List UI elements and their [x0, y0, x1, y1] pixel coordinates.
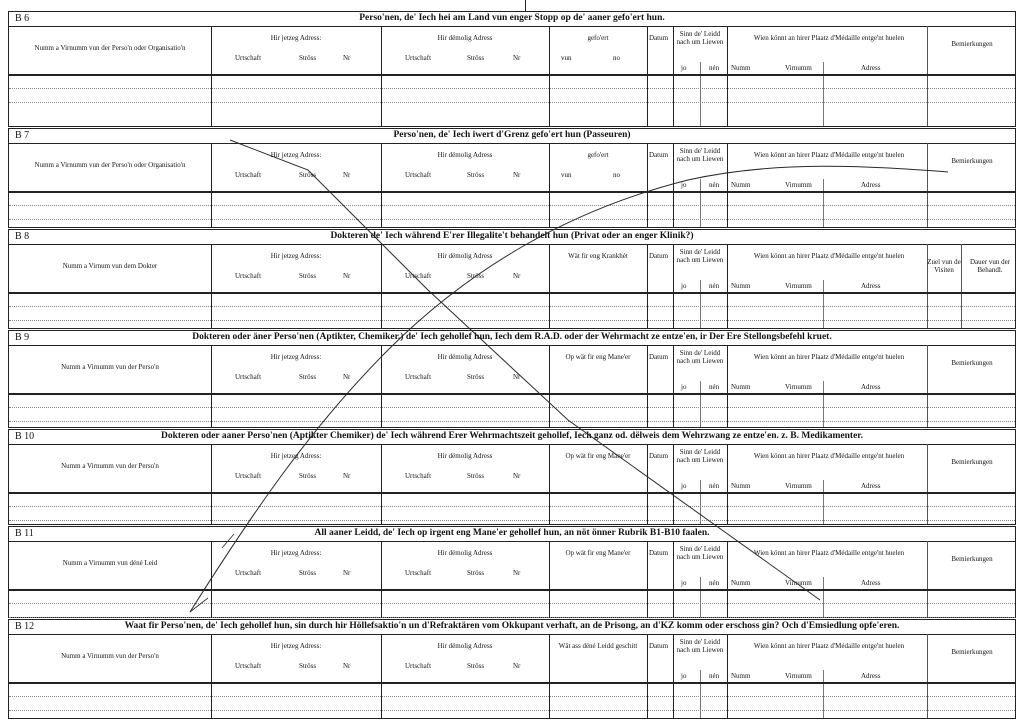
past-address-header: Hir dëmolig Adress [437, 642, 493, 650]
remark-header: Bemierkungen [951, 40, 993, 48]
to-label: no [613, 171, 620, 179]
stross-label: Ströss [299, 569, 317, 577]
datum-header: Datum [649, 34, 669, 42]
section-title: Dokteren oder äner Perso'nen (Aptikter, Chemiker,) de' Iech gehollef hun, Iech dem R.A.D. oder der Wehrmacht ze entze'en, ir Der Ere Stellongsbefehl kruet. [192, 332, 832, 342]
section-code: B 7 [15, 130, 30, 141]
ortschaft-label: Urtschaft [235, 472, 262, 480]
section-table [9, 444, 1015, 524]
stross-label: Ströss [299, 662, 317, 670]
nr-label: Nr [343, 54, 351, 62]
ortschaft-label: Urtschaft [235, 272, 262, 280]
nr-label: Nr [513, 662, 521, 670]
no-label: nén [709, 383, 720, 391]
section-b8 [8, 229, 1016, 329]
numm-label: Numm [731, 482, 751, 490]
virnumm-label: Virnumm [785, 64, 812, 72]
yes-label: jo [681, 579, 687, 587]
remark-header: Bemierkungen [951, 359, 993, 367]
adress-label: Adress [861, 482, 881, 490]
numm-label: Numm [731, 579, 751, 587]
remark-header: Bemierkungen [951, 157, 993, 165]
yes-label: jo [681, 383, 687, 391]
no-label: nén [709, 282, 720, 290]
detail-header: gefo'ert [587, 151, 609, 159]
adress-label: Adress [861, 181, 881, 189]
section-title: Perso'nen, de' Iech hei am Land vun enger Stopp op de' aaner gefo'ert hun. [359, 13, 665, 23]
detail-header: Op wät fir eng Mane'er [565, 452, 631, 460]
stross-label: Ströss [299, 272, 317, 280]
virnumm-label: Virnumm [785, 672, 812, 680]
yes-label: jo [681, 64, 687, 72]
past-address-header: Hir dëmolig Adress [437, 151, 493, 159]
current-address-header: Hir jetzeg Adress: [270, 252, 322, 260]
medal-header: Wien könnt an hirer Plaatz d'Médaille entge'nt huelen [753, 549, 905, 557]
virnumm-label: Virnumm [785, 383, 812, 391]
adress-label: Adress [861, 672, 881, 680]
yes-label: jo [681, 672, 687, 680]
no-label: nén [709, 579, 720, 587]
numm-label: Numm [731, 181, 751, 189]
section-title-bar [9, 331, 1015, 346]
ortschaft-label: Urtschaft [405, 171, 432, 179]
name-header: Numm a Virnumm vun der Perso'n oder Organisatio'n [34, 161, 186, 169]
nr-label: Nr [343, 569, 351, 577]
remark-header: Bemierkungen [951, 555, 993, 563]
current-address-header: Hir jetzeg Adress: [270, 151, 322, 159]
name-header: Numm a Virnumm vun der Perso'n [61, 652, 159, 660]
stross-label: Ströss [299, 373, 317, 381]
section-title-bar [9, 527, 1015, 542]
nr-label: Nr [343, 272, 351, 280]
alive-header: Sinn de' Leidd nach um Liewen [676, 30, 724, 46]
section-b11 [8, 526, 1016, 618]
name-header: Numm a Virnumm vun déné Leid [62, 559, 158, 567]
adress-label: Adress [861, 64, 881, 72]
stross-label: Ströss [467, 272, 485, 280]
section-b6 [8, 11, 1016, 127]
section-title-bar [9, 620, 1015, 635]
section-table [9, 541, 1015, 617]
form-page [8, 0, 1016, 725]
entry-row[interactable] [9, 696, 1015, 697]
datum-header: Datum [649, 252, 669, 260]
ortschaft-label: Urtschaft [235, 54, 262, 62]
remark-header: Bemierkungen [951, 458, 993, 466]
nr-label: Nr [343, 373, 351, 381]
name-header: Numm a Virnumm vun der Perso'n oder Organisatio'n [34, 44, 186, 52]
stross-label: Ströss [299, 472, 317, 480]
from-label: vun [561, 54, 572, 62]
nr-label: Nr [343, 171, 351, 179]
virnumm-label: Virnumm [785, 282, 812, 290]
section-title: Dokteren de' Iech während E'rer Illegalite't behandelt hun (Privat oder an enger Klinik?) [330, 231, 694, 241]
nr-label: Nr [513, 373, 521, 381]
ortschaft-label: Urtschaft [405, 569, 432, 577]
nr-label: Nr [343, 662, 351, 670]
stross-label: Ströss [299, 171, 317, 179]
nr-label: Nr [513, 569, 521, 577]
entry-row[interactable] [9, 520, 1015, 521]
datum-header: Datum [649, 151, 669, 159]
virnumm-label: Virnumm [785, 579, 812, 587]
past-address-header: Hir dëmolig Adress [437, 353, 493, 361]
detail-header: Wät fir eng Krankhét [568, 252, 628, 260]
entry-row[interactable] [9, 603, 1015, 604]
past-address-header: Hir dëmolig Adress [437, 549, 493, 557]
nr-label: Nr [513, 171, 521, 179]
adress-label: Adress [861, 282, 881, 290]
nr-label: Nr [513, 54, 521, 62]
nr-label: Nr [513, 472, 521, 480]
section-table [9, 634, 1015, 718]
section-code: B 9 [15, 332, 30, 343]
alive-header: Sinn de' Leidd nach um Liewen [676, 448, 724, 464]
entry-row[interactable] [9, 205, 1015, 206]
current-address-header: Hir jetzeg Adress: [270, 642, 322, 650]
name-header: Numm a Virnum vun dem Dokter [62, 262, 158, 270]
alive-header: Sinn de' Leidd nach um Liewen [676, 638, 724, 654]
detail-header: Wät ass déné Leidd geschitt [558, 642, 638, 650]
ortschaft-label: Urtschaft [235, 373, 262, 381]
entry-row[interactable] [9, 506, 1015, 507]
alive-header: Sinn de' Leidd nach um Liewen [676, 147, 724, 163]
section-table [9, 26, 1015, 126]
stross-label: Ströss [467, 569, 485, 577]
top-tick-mark [525, 0, 526, 11]
adress-label: Adress [861, 579, 881, 587]
remark-header: Bemierkungen [951, 648, 993, 656]
visits-header: Zuel vun de Visiten [927, 258, 961, 274]
virnumm-label: Virnumm [785, 482, 812, 490]
section-table [9, 345, 1015, 427]
stross-label: Ströss [299, 54, 317, 62]
entry-row[interactable] [9, 407, 1015, 408]
duration-header: Dauer vun der Behandl. [969, 258, 1011, 274]
section-title: Perso'nen, de' Iech iwert d'Grenz gefo'ert hun (Passeuren) [393, 130, 631, 140]
no-label: nén [709, 672, 720, 680]
stross-label: Ströss [467, 373, 485, 381]
section-b7 [8, 128, 1016, 228]
current-address-header: Hir jetzeg Adress: [270, 452, 322, 460]
medal-header: Wien könnt an hirer Plaatz d'Médaille entge'nt huelen [753, 452, 905, 460]
ortschaft-label: Urtschaft [405, 472, 432, 480]
past-address-header: Hir dëmolig Adress [437, 252, 493, 260]
datum-header: Datum [649, 452, 669, 460]
yes-label: jo [681, 482, 687, 490]
section-title-bar [9, 430, 1015, 445]
from-label: vun [561, 171, 572, 179]
current-address-header: Hir jetzeg Adress: [270, 353, 322, 361]
section-code: B 11 [15, 528, 34, 539]
medal-header: Wien könnt an hirer Plaatz d'Médaille entge'nt huelen [753, 252, 905, 260]
past-address-header: Hir dëmolig Adress [437, 34, 493, 42]
section-b10 [8, 429, 1016, 525]
nr-label: Nr [513, 272, 521, 280]
medal-header: Wien könnt an hirer Plaatz d'Médaille entge'nt huelen [753, 353, 905, 361]
entry-row[interactable] [9, 88, 1015, 89]
past-address-header: Hir dëmolig Adress [437, 452, 493, 460]
entry-row[interactable] [9, 320, 1015, 321]
section-code: B 10 [15, 431, 35, 442]
entry-row[interactable] [9, 102, 1015, 103]
alive-header: Sinn de' Leidd nach um Liewen [676, 545, 724, 561]
datum-header: Datum [649, 642, 669, 650]
ortschaft-label: Urtschaft [235, 662, 262, 670]
virnumm-label: Virnumm [785, 181, 812, 189]
alive-header: Sinn de' Leidd nach um Liewen [676, 349, 724, 365]
to-label: no [613, 54, 620, 62]
section-title-bar [9, 230, 1015, 245]
section-table [9, 143, 1015, 227]
nr-label: Nr [343, 472, 351, 480]
detail-header: gefo'ert [587, 34, 609, 42]
datum-header: Datum [649, 549, 669, 557]
numm-label: Numm [731, 282, 751, 290]
numm-label: Numm [731, 383, 751, 391]
no-label: nén [709, 181, 720, 189]
ortschaft-label: Urtschaft [235, 569, 262, 577]
entry-row[interactable] [9, 710, 1015, 711]
entry-row[interactable] [9, 617, 1015, 618]
section-title: Waat fir Perso'nen, de' Iech gehollef hun, sin durch hir Höllefsaktio'n un d'Refraktären vom Okkupant verhaft, an de Prisong, an d'KZ komm oder erschoss gin? Och d'Emsiedlung opfe'eren. [124, 621, 900, 631]
numm-label: Numm [731, 672, 751, 680]
no-label: nén [709, 64, 720, 72]
section-title: Dokteren oder aaner Perso'nen (Aptikter Chemiker) de' Iech während Erer Wehrmachtszeit gehollef, Iech ganz od. dëlweis dem Wehrzwang ze entze'en. z. B. Medikamenter. [160, 431, 864, 441]
section-b9 [8, 330, 1016, 428]
medal-header: Wien könnt an hirer Plaatz d'Médaille entge'nt huelen [753, 642, 905, 650]
entry-row[interactable] [9, 219, 1015, 220]
section-code: B 6 [15, 13, 30, 24]
datum-header: Datum [649, 353, 669, 361]
detail-header: Op wät fir eng Mane'er [565, 549, 631, 557]
numm-label: Numm [731, 64, 751, 72]
section-table [9, 244, 1015, 328]
detail-header: Op wät fir eng Mane'er [565, 353, 631, 361]
section-title: All aaner Leidd, de' Iech op irgent eng Mane'er gehollef hun, an nöt önner Rubrik B1-B10 faalen. [314, 528, 710, 538]
ortschaft-label: Urtschaft [405, 662, 432, 670]
section-b12 [8, 619, 1016, 719]
ortschaft-label: Urtschaft [405, 54, 432, 62]
no-label: nén [709, 482, 720, 490]
name-header: Numm a Virnumm vun der Perso'n [61, 462, 159, 470]
ortschaft-label: Urtschaft [405, 373, 432, 381]
section-code: B 8 [15, 231, 30, 242]
yes-label: jo [681, 282, 687, 290]
ortschaft-label: Urtschaft [235, 171, 262, 179]
current-address-header: Hir jetzeg Adress: [270, 34, 322, 42]
section-code: B 12 [15, 621, 35, 632]
name-header: Numm a Virnumm vun der Perso'n [61, 363, 159, 371]
stross-label: Ströss [467, 472, 485, 480]
stross-label: Ströss [467, 171, 485, 179]
adress-label: Adress [861, 383, 881, 391]
ortschaft-label: Urtschaft [405, 272, 432, 280]
section-title-bar [9, 129, 1015, 144]
section-title-bar [9, 12, 1015, 27]
medal-header: Wien könnt an hirer Plaatz d'Médaille entge'nt huelen [753, 151, 905, 159]
medal-header: Wien könnt an hirer Plaatz d'Médaille entge'nt huelen [753, 34, 905, 42]
stross-label: Ströss [467, 662, 485, 670]
alive-header: Sinn de' Leidd nach um Liewen [676, 248, 724, 264]
yes-label: jo [681, 181, 687, 189]
entry-row[interactable] [9, 306, 1015, 307]
entry-row[interactable] [9, 421, 1015, 422]
current-address-header: Hir jetzeg Adress: [270, 549, 322, 557]
stross-label: Ströss [467, 54, 485, 62]
